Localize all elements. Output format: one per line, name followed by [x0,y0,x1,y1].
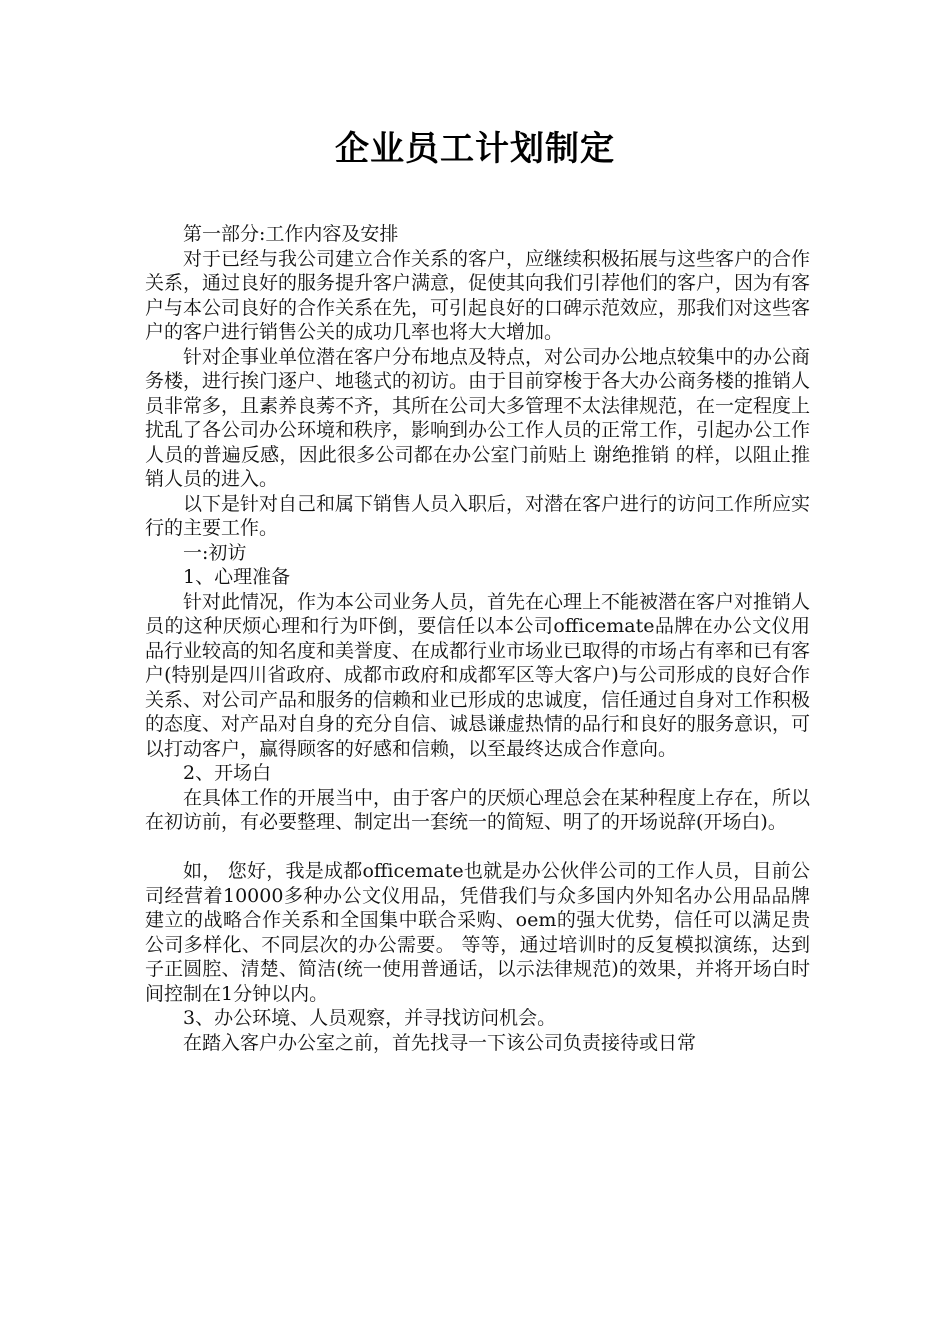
subsection-heading: 2、开场白 [183,762,272,784]
document-body [145,222,810,1055]
paragraph: 在具体工作的开展当中，由于客户的厌烦心理总会在某种程度上存在，所以在初访前，有必要整理、制定出一套统一的简短、明了的开场说辞(开场白)。 [145,786,811,833]
paragraph: 如， 您好，我是成都officemate也就是办公伙伴公司的工作人员，目前公司经营着10000多种办公文仪用品，凭借我们与众多国内外知名办公用品品牌建立的战略合作关系和全国集中联合采购、oem的强大优势，信任可以满足贵公司多样化、不同层次的办公需要。 等等，通过培训时的反复模拟演练，达到子正圆腔、清楚、简洁(统一使用普通话，以示法律规范)的效果，并将开场白时间控制在1分钟以内。 [145,860,810,1005]
document-title: 企业员工计划制定 [335,129,615,169]
subsection-heading: 1、心理准备 [183,566,291,588]
paragraph: 对于已经与我公司建立合作关系的客户，应继续积极拓展与这些客户的合作关系，通过良好的服务提升客户满意，促使其向我们引荐他们的客户，因为有客户与本公司良好的合作关系在先，可引起良好的口碑示范效应，那我们对这些客户的客户进行销售公关的成功几率也将大大增加。 [145,247,811,343]
paragraph: 针对企事业单位潜在客户分布地点及特点，对公司办公地点较集中的办公商务楼，进行挨门逐户、地毯式的初访。由于目前穿梭于各大办公商务楼的推销人员非常多，且素养良莠不齐，其所在公司大多管理不太法律规范，在一定程度上扰乱了各公司办公环境和秩序，影响到办公工作人员的正常工作，引起办公工作人员的普遍反感，因此很多公司都在办公室门前贴上 谢绝推销 的样，以阻止推销人员的进入。 [145,345,811,490]
section-heading: 第一部分:工作内容及安排 [183,223,399,245]
paragraph: 以下是针对自己和属下销售人员入职后，对潜在客户进行的访问工作所应实行的主要工作。 [145,492,811,539]
subsection-heading: 3、办公环境、人员观察，并寻找访问机会。 [183,1007,557,1029]
blank-line [145,835,810,860]
paragraph: 针对此情况，作为本公司业务人员，首先在心理上不能被潜在客户对推销人员的这种厌烦心理和行为吓倒，要信任以本公司officemate品牌在办公文仪用品行业较高的知名度和美誉度、在成都行业市场业已取得的市场占有率和已有客户(特别是四川省政府、成都市政府和成都军区等大客户)与公司形成的良好合作关系、对公司产品和服务的信赖和业已形成的忠诚度，信任通过自身对工作积极的态度、对产品对自身的充分自信、诚恳谦虚热情的品行和良好的服务意识，可以打动客户，赢得顾客的好感和信赖，以至最终达成合作意向。 [145,590,811,760]
paragraph: 在踏入客户办公室之前，首先找寻一下该公司负责接待或日常 [183,1031,697,1054]
subsection-heading: 一:初访 [183,541,247,564]
